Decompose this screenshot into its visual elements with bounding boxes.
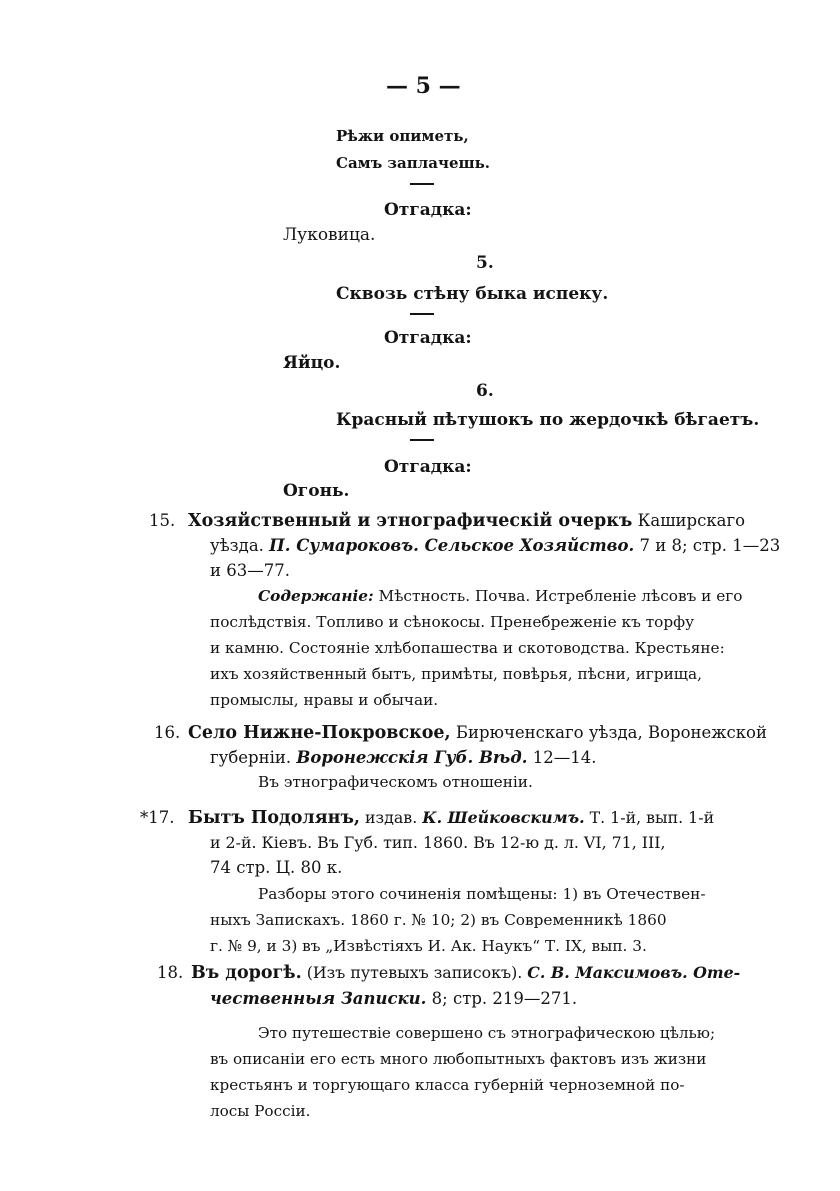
- entry-title: Въ дорогѣ.: [191, 963, 302, 983]
- entry-title: Бытъ Подолянъ,: [188, 808, 360, 828]
- divider: [410, 439, 434, 441]
- entry-line: и 2-й. Кіевъ. Въ Губ. тип. 1860. Въ 12-ю д. л. VI, 71, III,: [210, 833, 666, 852]
- riddle-line: Сквозь стѣну быка испеку.: [336, 284, 609, 304]
- page-number: — 5 —: [386, 73, 461, 99]
- review-line: г. № 9, и 3) въ „Извѣстіяхъ И. Ак. Наукъ“ Т. IX, вып. 3.: [210, 937, 647, 955]
- entry-text: Бирюченскаго уѣзда, Воронежской: [450, 723, 767, 742]
- entry-reviews: [210, 881, 706, 959]
- entry-text: (Изъ путевыхъ записокъ).: [301, 963, 528, 982]
- content-line: и камню. Состояніе хлѣбопашества и скотоводства. Крестьяне:: [210, 639, 725, 657]
- entry-author: К. Шейковскимъ.: [422, 808, 585, 827]
- entry-title-line: [188, 720, 767, 746]
- content-line: промыслы, нравы и обычаи.: [210, 691, 439, 709]
- entry-text: 7 и 8; стр. 1—23: [634, 536, 781, 555]
- content-line: ихъ хозяйственный бытъ, примѣты, повѣрья, пѣсни, игрища,: [210, 665, 702, 683]
- entry-title-line: [188, 805, 714, 831]
- riddle-line: Самъ заплачешь.: [336, 154, 491, 172]
- riddle-line: Красный пѣтушокъ по жердочкѣ бѣгаетъ.: [336, 410, 760, 430]
- entry-title: Село Нижне-Покровское,: [188, 723, 451, 743]
- entry-text: Каширскаго: [632, 511, 746, 530]
- entry-text: уѣзда.: [210, 536, 270, 555]
- answer-label: Отгадка:: [384, 200, 472, 220]
- content-line: послѣдствія. Топливо и сѣнокосы. Пренебреженіе къ торфу: [210, 613, 695, 631]
- entry-line: [210, 533, 780, 558]
- entry-number: 16.: [154, 723, 181, 742]
- entry-text: издав.: [359, 808, 423, 827]
- entry-content: [210, 583, 743, 713]
- entry-line: [210, 745, 596, 770]
- entry-description: [210, 1020, 715, 1124]
- content-label: Содержаніе:: [258, 587, 374, 605]
- entry-line: [210, 986, 577, 1011]
- entry-number: 18.: [157, 963, 184, 982]
- divider: [410, 313, 434, 315]
- entry-text: 12—14.: [527, 748, 597, 767]
- entry-number: 15.: [149, 511, 176, 530]
- content-line: Мѣстность. Почва. Истребленіе лѣсовъ и его: [373, 587, 743, 605]
- entry-text: 8; стр. 219—271.: [426, 989, 578, 1008]
- divider: [410, 183, 434, 185]
- desc-line: въ описаніи его есть много любопытныхъ фактовъ изъ жизни: [210, 1050, 707, 1068]
- entry-source: Воронежскія Губ. Вѣд.: [296, 748, 528, 767]
- answer-text: Луковица.: [283, 225, 376, 245]
- desc-line: Это путешествіе совершено съ этнографическою цѣлью;: [258, 1024, 716, 1042]
- review-line: Разборы этого сочиненія помѣщены: 1) въ Отечествен-: [258, 885, 706, 903]
- riddle-number: 6.: [476, 381, 494, 401]
- answer-text: Яйцо.: [283, 353, 341, 373]
- entry-text: Т. 1-й, вып. 1-й: [584, 808, 715, 827]
- review-line: ныхъ Запискахъ. 1860 г. № 10; 2) въ Современникѣ 1860: [210, 911, 667, 929]
- entry-line: 74 стр. Ц. 80 к.: [210, 858, 343, 877]
- entry-author: С. В. Максимовъ. Оте-: [527, 963, 741, 982]
- entry-number: *17.: [140, 808, 175, 827]
- desc-line: крестьянъ и торгующаго класса губерній черноземной по-: [210, 1076, 685, 1094]
- answer-text: Огонь.: [283, 481, 350, 501]
- entry-source: чественныя Записки.: [210, 989, 427, 1008]
- answer-label: Отгадка:: [384, 457, 472, 477]
- riddle-line: Рѣжи опиметь,: [336, 127, 469, 145]
- riddle-number: 5.: [476, 253, 494, 273]
- answer-label: Отгадка:: [384, 328, 472, 348]
- entry-title: Хозяйственный и этнографическій очеркъ: [188, 511, 633, 531]
- entry-line: и 63—77.: [210, 561, 290, 580]
- entry-text: губерніи.: [210, 748, 297, 767]
- entry-author-source: П. Сумароковъ. Сельское Хозяйство.: [269, 536, 635, 555]
- desc-line: лосы Россіи.: [210, 1102, 311, 1120]
- entry-title-line: [188, 508, 745, 534]
- entry-title-line: [191, 960, 740, 986]
- entry-note: Въ этнографическомъ отношеніи.: [258, 773, 533, 791]
